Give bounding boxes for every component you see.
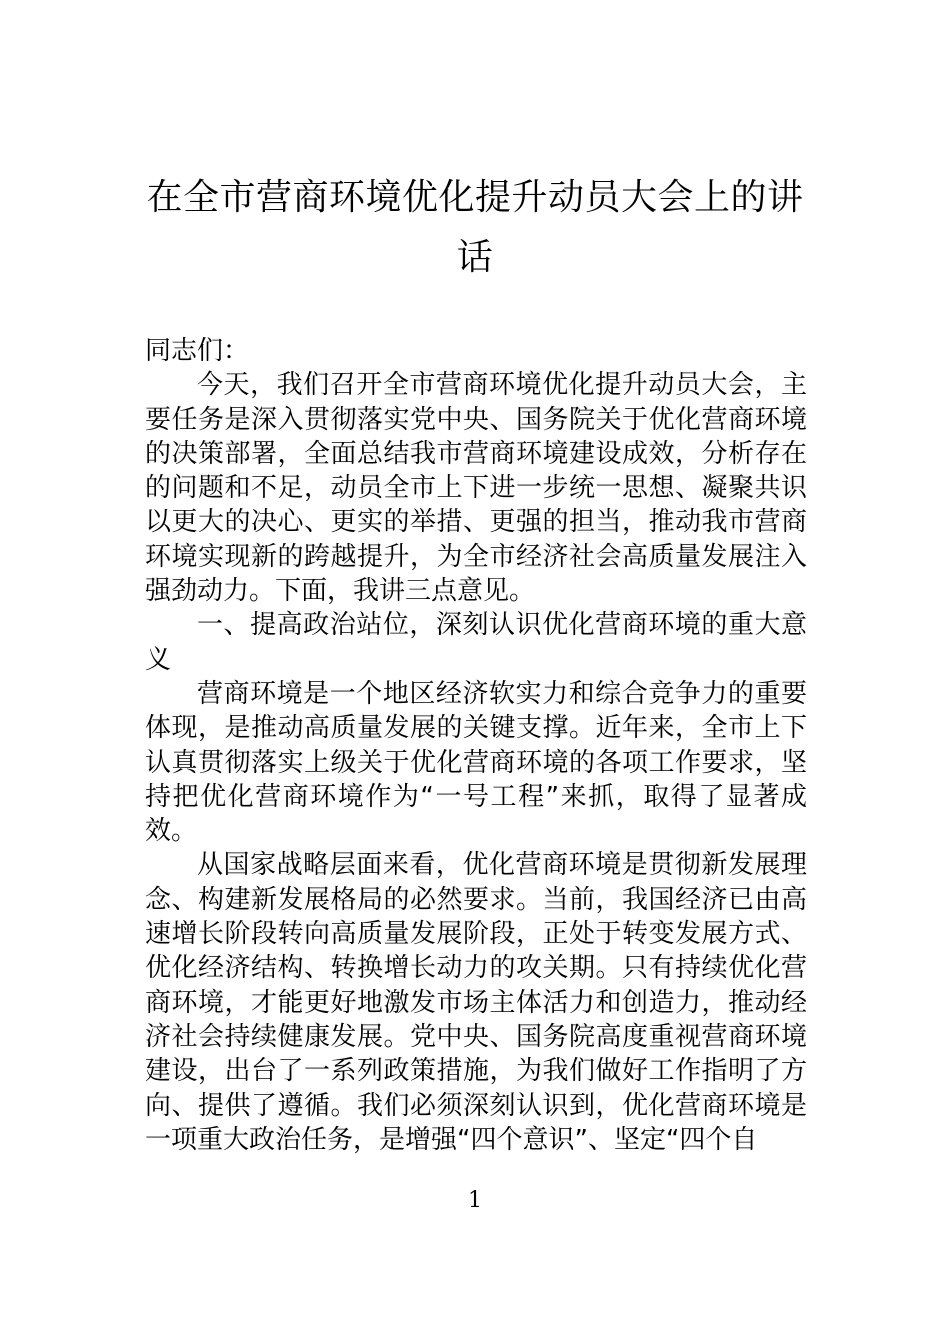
document-title: 在全市营商环境优化提升动员大会上的讲话 xyxy=(146,177,804,278)
paragraph-business-environment: 营商环境是一个地区经济软实力和综合竞争力的重要体现，是推动高质量发展的关键支撑。近年来，全市上下认真贯彻落实上级关于优化营商环境的各项工作要求，坚持把优化营商环境作为“一号工程”来抓，取得了显著成效。 xyxy=(145,678,807,847)
document-body xyxy=(145,334,807,1157)
paragraph-national-strategy: 从国家战略层面来看，优化营商环境是贯彻新发展理念、构建新发展格局的必然要求。当前，我国经济已由高速增长阶段转向高质量发展阶段，正处于转变发展方式、优化经济结构、转换增长动力的攻关期。只有持续优化营商环境，才能更好地激发市场主体活力和创造力，推动经济社会持续健康发展。党中央、国务院高度重视营商环境建设，出台了一系列政策措施，为我们做好工作指明了方向、提供了遵循。我们必须深刻认识到，优化营商环境是一项重大政治任务，是增强“四个意识”、坚定“四个自 xyxy=(145,850,807,1155)
salutation: 同志们： xyxy=(145,336,250,366)
section-heading-1: 一、提高政治站位，深刻认识优化营商环境的重大意义 xyxy=(145,610,807,675)
page-number: 1 xyxy=(468,1188,482,1213)
paragraph-intro: 今天，我们召开全市营商环境优化提升动员大会，主要任务是深入贯彻落实党中央、国务院关于优化营商环境的决策部署，全面总结我市营商环境建设成效，分析存在的问题和不足，动员全市上下进一步统一思想、凝聚共识以更大的决心、更实的举措、更强的担当，推动我市营商环境实现新的跨越提升，为全市经济社会高质量发展注入强劲动力。下面，我讲三点意见。 xyxy=(145,370,807,607)
